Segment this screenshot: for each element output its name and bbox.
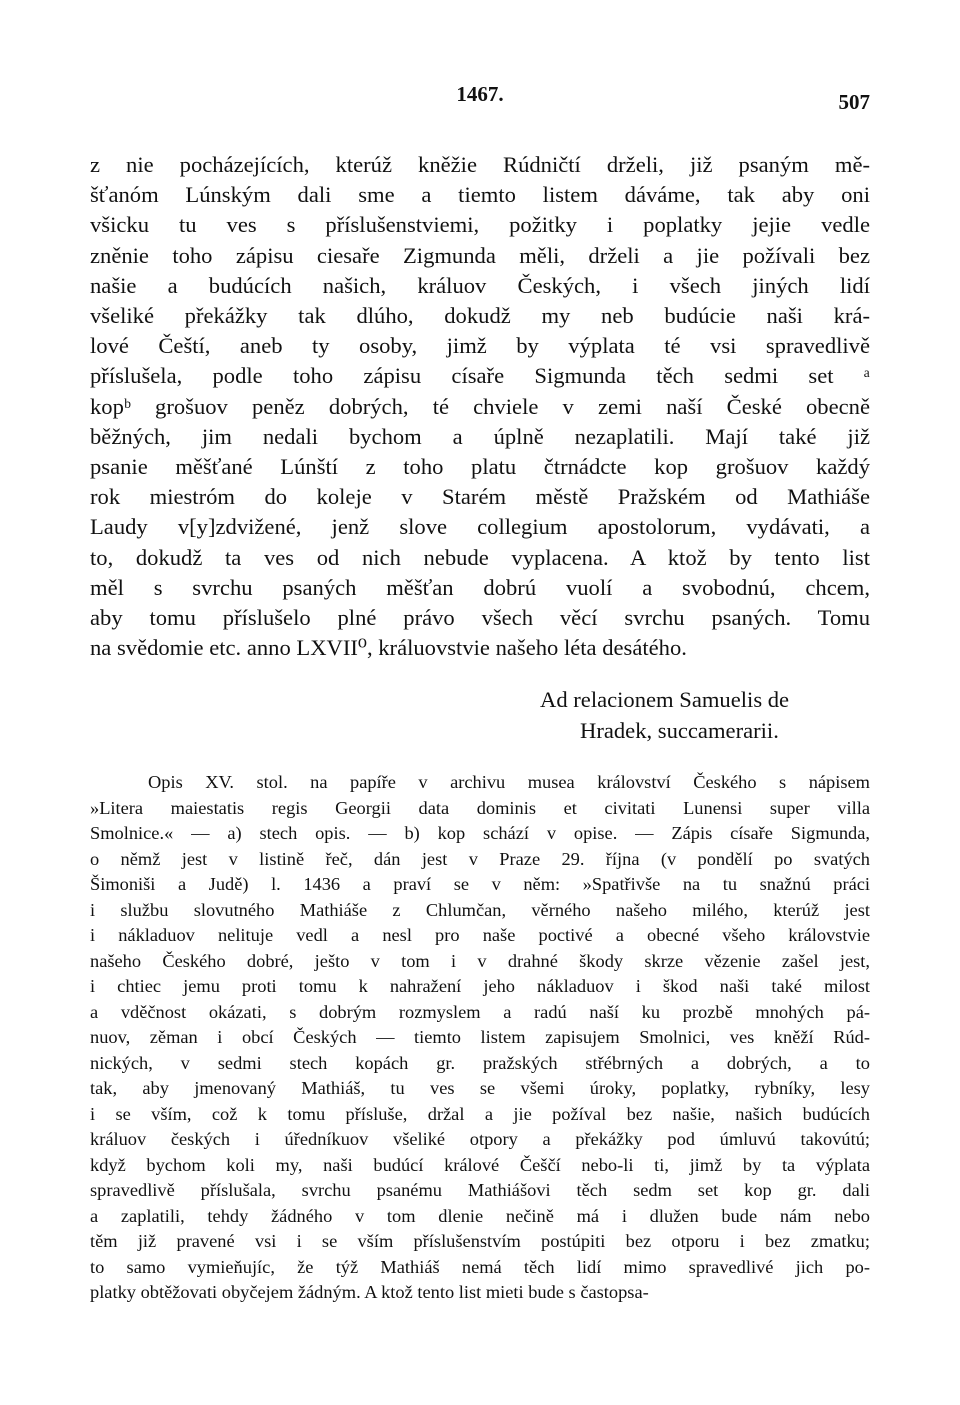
note-line: těm již pravené vsi i se vším příslušenstvím postúpiti bez otporu i bez zmatku; (90, 1231, 870, 1251)
note-line: »Litera maiestatis regis Georgii data dominis et civitati Lunensi super villa (90, 797, 870, 818)
main-text (90, 150, 870, 663)
note-line: králuov českých i úředníkuov všeliké otpory a překážky pod úmluvú takovútú; (90, 1129, 870, 1149)
text-line: našie a budúcích našich, králuov Českých, i všech jiných lidí (90, 272, 870, 298)
note-line: nických, v sedmi stech kopách gr. pražských střébrných a dobrých, a to (90, 1052, 870, 1073)
text-line: běžných, jim nedali bychom a úplně nezaplatili. Mají také již (90, 423, 870, 449)
note-line: tak, aby jmenovaný Mathiáš, tu ves se všemi úroky, poplatky, rybníky, lesy (90, 1078, 870, 1098)
note-line: nuov, zěman i obcí Českých — tiemto listem zapisujem Smolnici, ves kněží Rúd- (90, 1027, 870, 1047)
page-year: 1467. (456, 82, 504, 106)
text-line: příslušela, podle toho zápisu císaře Sigmunda těch sedmi set ᵃ (90, 363, 870, 389)
page-number: 507 (838, 90, 870, 114)
text-line: aby tomu příslušelo plné právo všech věcí svrchu psaných. Tomu (90, 605, 870, 631)
text-line: psanie měšťané Lúnští z toho platu čtrnádcte kop grošuov každý (90, 454, 870, 480)
signature-block (540, 684, 870, 746)
text-line: všicku tu ves s příslušenstviemi, požitky i poplatky jejie vedle (90, 212, 870, 238)
text-line: měl s svrchu psaných měšťan dobrú vuolí a svobodnú, chcem, (90, 574, 870, 600)
note-line: Opis XV. stol. na papíře v archivu musea království Českého s nápisem (148, 772, 870, 792)
note-line: Šimoniši a Judě) l. 1436 a praví se v něm: »Spatřivše na tu snažnú práci (90, 874, 870, 894)
note-line: a zaplatili, tehdy žádného v tom dlenie nečině má i dlužen bude nám nebo (90, 1205, 870, 1226)
text-line: lové Čeští, aneb ty osoby, jimž by výplata té vsi spravedlivě (90, 333, 870, 359)
note-line: i se vším, což k tomu přísluše, držal a jie požíval bez našie, našich budúcích (90, 1103, 870, 1124)
text-line: z nie pocházejících, kterúž kněžie Rúdničtí drželi, již psaným mě- (90, 152, 870, 177)
text-line: šťanóm Lúnským dali sme a tiemto listem dáváme, tak aby oni (90, 182, 870, 208)
text-line: kopᵇ grošuov peněz dobrých, té chviele v zemi naší České obecně (90, 393, 870, 419)
editorial-notes (90, 770, 870, 1306)
note-line: spravedlivě příslušala, svrchu psanému Mathiášovi těch sedm set kop gr. dali (90, 1180, 870, 1200)
text-line: všeliké překážky tak dlúho, dokudž my neb budúcie naši krá- (90, 303, 870, 329)
text-line: Laudy v[y]zdvižené, jenž slove collegium apostolorum, vydávati, a (90, 514, 870, 540)
note-line: o němž jest v listině řeč, dán jest v Praze 29. října (v pondělí po svatých (90, 848, 870, 869)
note-line: našeho Českého dobré, ješto v tom i v drahné škody skrze vězenie zašel jest, (90, 950, 870, 971)
note-line: a vděčnost okázati, s dobrým rozmyslem a radú naší ku prozbě mnohých pá- (90, 1001, 870, 1022)
signature-line: Ad relacionem Samuelis de (540, 687, 790, 712)
page-header (90, 82, 870, 112)
text-line: to, dokudž ta ves od nich nebude vyplacena. A ktož by tento list (90, 544, 870, 570)
note-line: platky obtěžovati obyčejem žádným. A ktož tento list mieti bude s častopsa- (90, 1282, 649, 1302)
note-line: i chtiec jemu proti tomu k nahražení jeho nákladuov i škod naši také milost (90, 976, 870, 996)
note-line: to samo vymieňujíc, že týž Mathiáš nemá těch lidí mimo spravedlivé jich po- (90, 1256, 870, 1277)
note-line: i nákladuov nelituje vedl a nesl pro naše poctivé a obecné všeho královstvie (90, 925, 870, 945)
text-line: rok miestróm do koleje v Starém městě Pražském od Mathiáše (90, 484, 870, 510)
text-line: zněnie toho zápisu ciesaře Zigmunda měli, drželi a jie požívali bez (90, 242, 870, 268)
note-line: Smolnice.« — a) stech opis. — b) kop schází v opise. — Zápis císaře Sigmunda, (90, 823, 870, 843)
note-line: když bychom koli my, naši budúcí králové Češčí nebo-li ti, jimž by ta výplata (90, 1154, 870, 1175)
text-line: na svědomie etc. anno LXVII⁰, králuovstvie našeho léta desátého. (90, 635, 687, 661)
note-line: i službu slovutného Mathiáše z Chlumčan, věrného našeho milého, kterúž jest (90, 899, 870, 920)
signature-line: Hradek, succamerarii. (580, 718, 779, 743)
